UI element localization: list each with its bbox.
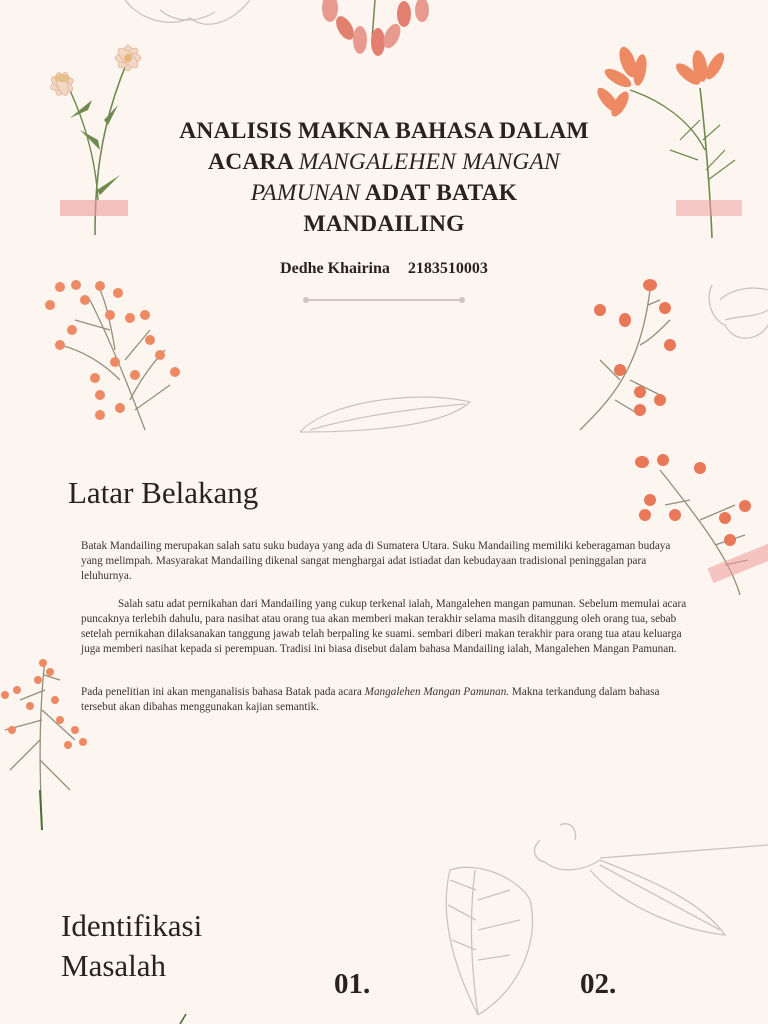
leaf-sketch-icon — [125, 0, 250, 24]
divider — [306, 299, 462, 301]
item-number-1: 01. — [334, 968, 371, 1000]
title-line3-italic: PAMUNAN — [250, 180, 361, 206]
author-id: 2183510003 — [407, 260, 488, 277]
paragraph-3-suffix: Makna terkandung dalam bahasa tersebut akan dibahas menggunakan kajian semantik. — [81, 686, 660, 713]
paragraph-2-text: Salah satu adat pernikahan dari Mandailing yang cukup terkenal ialah, Mangalehen mangan pamunan. Sebelum memulai acara puncaknya terlebih dahulu, para nasihat atau orang tua akan memberi makan terakhir selama masih ditanggung oleh orang tua, sebab setelah pernikahan dilaksanakan tanggung jawab telah berpaling ke suami. sembari diberi makan terakhir para orang tua atau keluarga juga memberi nasihat kepada si perempuan. Tradisi ini biasa disebut dalam bahasa Mandailing ialah, Mangalehen Mangan Pamunan. — [81, 598, 687, 655]
berry-branch-icon — [45, 280, 180, 430]
washi-tape-icon — [676, 200, 742, 216]
paragraph-1: Batak Mandailing merupakan salah satu suku budaya yang ada di Sumatera Utara. Suku Mandailing memiliki keberagaman budaya yang melimpah. Masyarakat Mandailing dikenal sangat menghargai adat istiadat dan kebudayaan tradisional peninggalan para leluhurnya. — [81, 540, 671, 582]
washi-tape-icon — [707, 543, 768, 583]
washi-tape-icon — [60, 200, 128, 216]
title-line4: MANDAILING — [303, 211, 465, 237]
leaf-sketch-icon — [709, 285, 768, 338]
identifikasi-line2: Masalah — [61, 948, 167, 983]
leaf-sketch-icon — [300, 397, 470, 432]
stem-icon — [180, 1014, 186, 1024]
paragraph-3-italic: Mangalehen Mangan Pamunan. — [364, 686, 510, 698]
author-name: Dedhe Khairina — [280, 260, 390, 277]
paragraph-3 — [81, 685, 693, 715]
document-title — [150, 116, 618, 240]
identifikasi-line1: Identifikasi — [61, 908, 203, 943]
title-line1: ANALISIS MAKNA BAHASA DALAM — [179, 118, 589, 144]
section-heading-identifikasi — [61, 906, 261, 986]
orange-flower-icon — [580, 279, 676, 430]
paragraph-2 — [81, 597, 693, 657]
berry-branch-icon — [1, 659, 87, 830]
section-heading-latar: Latar Belakang — [68, 475, 259, 510]
title-line2-italic: MANGALEHEN MANGAN — [298, 149, 560, 175]
title-line3-suffix: ADAT BATAK — [360, 180, 518, 206]
paragraph-3-prefix: Pada penelitian ini akan menganalisis bahasa Batak pada acara — [81, 686, 365, 698]
author-line — [150, 260, 618, 278]
item-number-2: 02. — [580, 968, 617, 1000]
title-line2-prefix: ACARA — [208, 149, 299, 175]
pink-flower-icon — [322, 0, 429, 56]
